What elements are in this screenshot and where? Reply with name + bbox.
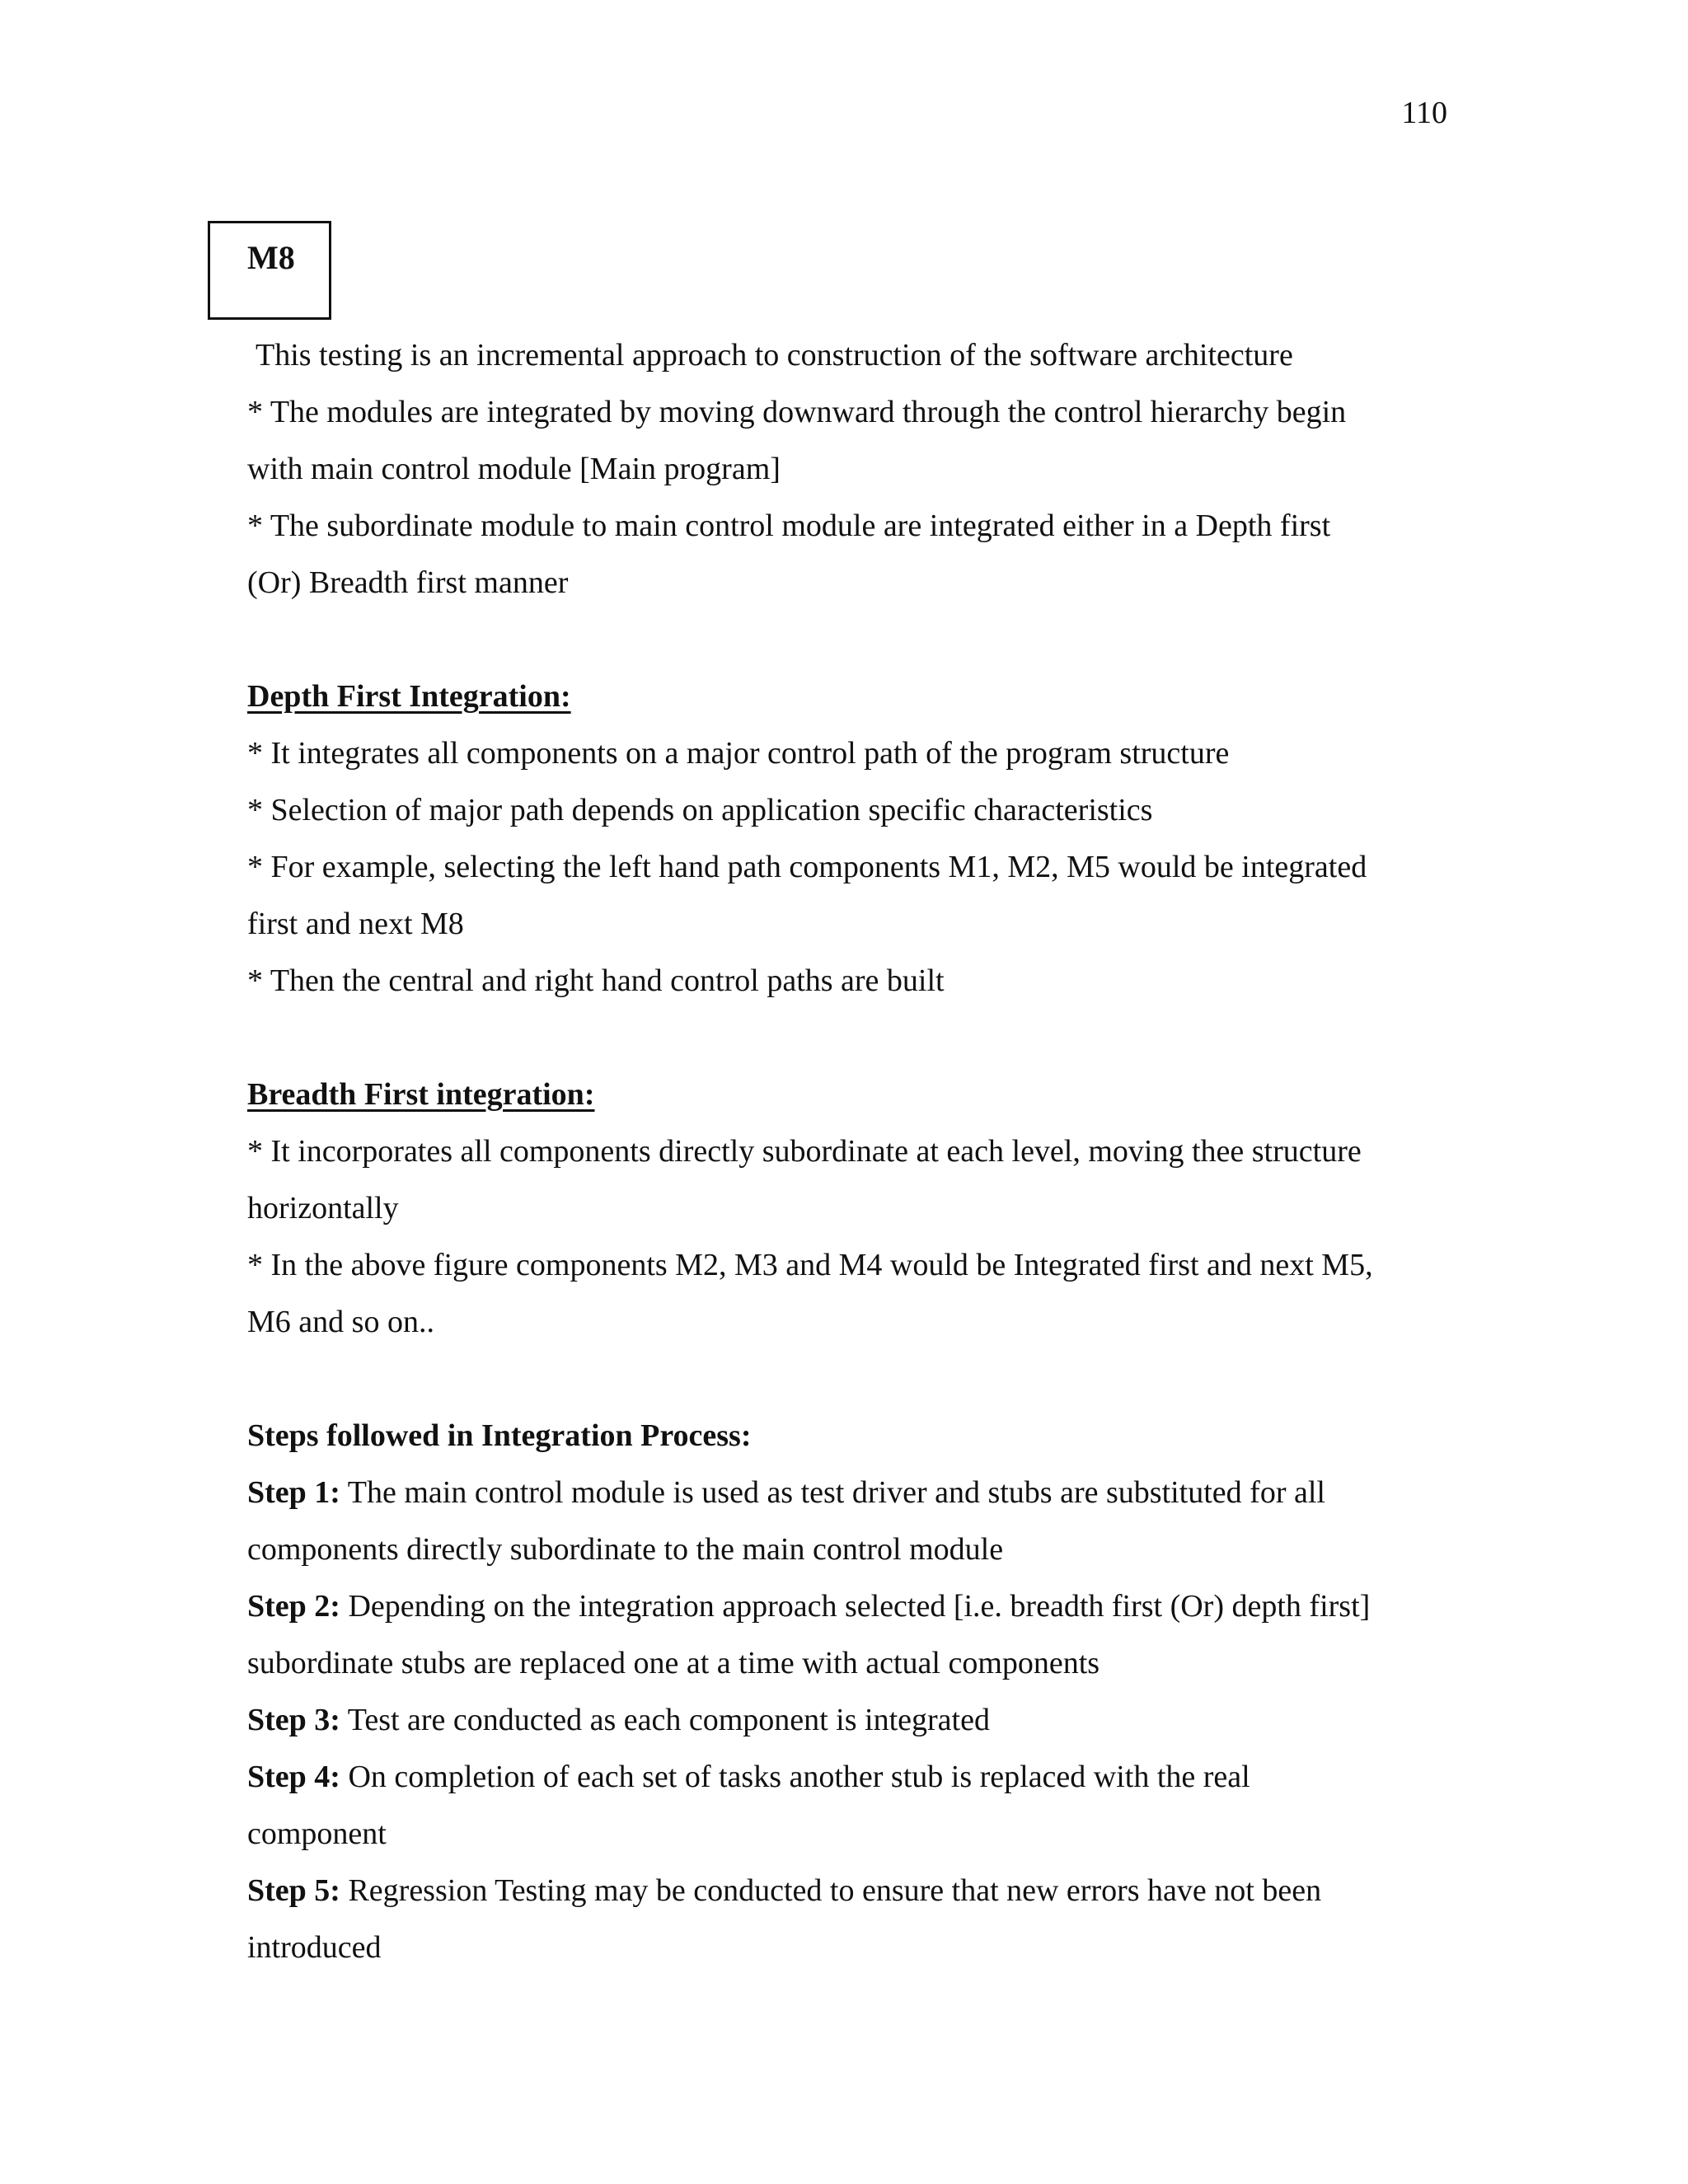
step-1 [247,1465,1467,1521]
step-2 [247,1578,1467,1635]
page-content [247,327,1467,1976]
breadth-first-heading: Breadth First integration: [247,1077,595,1112]
step-label: Step 5: [247,1873,340,1908]
step-continuation: subordinate stubs are replaced one at a time with actual components [247,1646,1100,1680]
breadth-first-line: horizontally [247,1191,399,1226]
step-text: Regression Testing may be conducted to ensure that new errors have not been [340,1873,1322,1908]
spacer [247,612,1467,668]
step-text: The main control module is used as test driver and stubs are substituted for all [340,1475,1325,1510]
step-continuation: component [247,1816,387,1851]
module-box-label: M8 [247,239,295,276]
depth-first-line: first and next M8 [247,907,464,941]
step-label: Step 2: [247,1589,340,1624]
intro-line: * The modules are integrated by moving downward through the control hierarchy begin [247,395,1347,429]
intro-line: * The subordinate module to main control module are integrated either in a Depth first [247,509,1331,543]
depth-first-line: * It integrates all components on a major control path of the program structure [247,736,1230,771]
spacer [247,1351,1467,1408]
spacer [247,1010,1467,1066]
intro-line: with main control module [Main program] [247,452,781,486]
depth-first-line: * Then the central and right hand control paths are built [247,963,945,998]
step-text: On completion of each set of tasks another stub is replaced with the real [340,1760,1250,1794]
depth-first-line: * Selection of major path depends on application specific characteristics [247,793,1153,827]
page-number: 110 [1401,96,1447,130]
intro-line: (Or) Breadth first manner [247,565,569,600]
depth-first-heading: Depth First Integration: [247,679,571,714]
module-box [208,221,331,320]
step-3 [247,1692,1467,1749]
step-4 [247,1749,1467,1806]
step-label: Step 3: [247,1703,340,1737]
intro-line: This testing is an incremental approach to construction of the software architecture [256,338,1293,373]
step-text: Depending on the integration approach selected [i.e. breadth first (Or) depth first] [340,1589,1371,1624]
step-label: Step 1: [247,1475,340,1510]
depth-first-line: * For example, selecting the left hand path components M1, M2, M5 would be integrated [247,850,1367,884]
step-continuation: introduced [247,1930,382,1965]
breadth-first-line: M6 and so on.. [247,1305,434,1339]
breadth-first-line: * In the above figure components M2, M3 and M4 would be Integrated first and next M5, [247,1248,1373,1282]
step-text: Test are conducted as each component is integrated [340,1703,990,1737]
breadth-first-line: * It incorporates all components directly subordinate at each level, moving thee structure [247,1134,1362,1169]
steps-heading: Steps followed in Integration Process: [247,1418,752,1453]
step-5 [247,1863,1467,1919]
step-continuation: components directly subordinate to the main control module [247,1532,1004,1567]
step-label: Step 4: [247,1760,340,1794]
